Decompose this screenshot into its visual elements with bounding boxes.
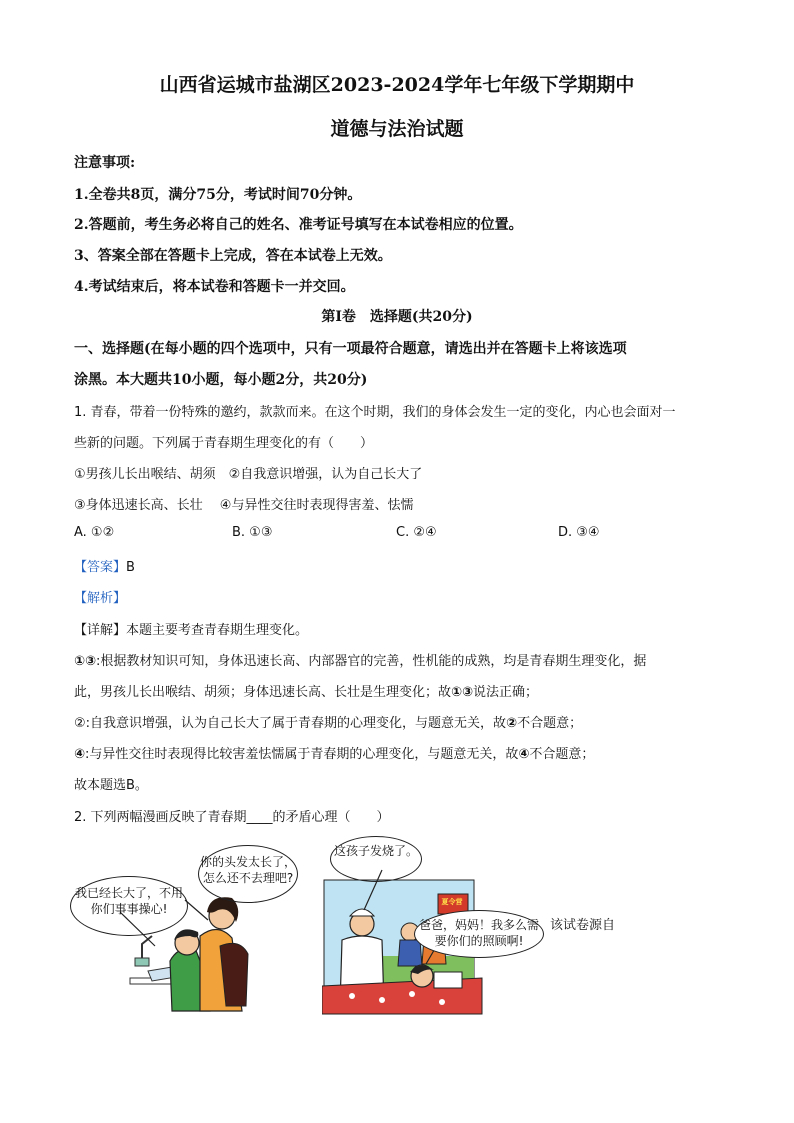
bubble-girl: 爸爸，妈妈！我多么需要你们的照顾啊! [414, 910, 544, 958]
explanation-2-text-a: ②:自我意识增强，认为自己长大了属于青春期的心理变化，与题意无关，故 [74, 716, 507, 731]
bubble-mother: 你的头发太长了，怎么还不去理吧? [198, 845, 298, 903]
q1-conclusion: 故本题选B。 [74, 778, 148, 793]
explanation-3-text-a: :与异性交往时表现得比较害羞怯懦属于青春期的心理变化，与题意无关，故 [85, 747, 519, 762]
note-item-3: 3、答案全部在答题卡上完成，答在本试卷上无效。 [74, 248, 392, 264]
explanation-3-mark-2: ④ [518, 747, 530, 762]
explanation-3-mark: ④ [74, 747, 86, 762]
q1-option-a: A. ①② [74, 525, 115, 540]
notes-heading: 注意事项: [74, 155, 136, 171]
explanation-3 [74, 743, 594, 762]
q1-answer-row [74, 556, 135, 575]
section-title: 第Ⅰ卷 选择题(共20分) [321, 309, 473, 325]
explanation-1-line2 [74, 681, 538, 700]
explanation-1-text-2b: 说法正确； [473, 685, 539, 700]
summer-camp-sign: 夏令营 [441, 898, 463, 906]
answer-label: 【答案】 [74, 560, 127, 575]
bubble-nurse: 这孩子发烧了。 [330, 836, 422, 882]
exam-title-line1: 山西省运城市盐湖区2023-2024学年七年级下学期期中 [159, 74, 635, 96]
note-item-4: 4.考试结束后，将本试卷和答题卡一并交回。 [74, 279, 355, 295]
section-instruction-line1: 一、选择题(在每小题的四个选项中，只有一项最符合题意，请选出并在答题卡上将该选项 [74, 341, 627, 357]
q1-option-b: B. ①③ [232, 525, 273, 540]
explanation-1-text: :根据教材知识可知，身体迅速长高、内部器官的完善，性机能的成熟，均是青春期生理变化，据 [96, 654, 647, 669]
explanation-2-mark: ② [506, 716, 518, 731]
bubble-boy: 我已经长大了，不用你们事事操心! [70, 876, 188, 936]
q2-stem: 2. 下列两幅漫画反映了青春期____的矛盾心理（ ） [74, 810, 390, 825]
explanation-2 [74, 712, 582, 731]
analysis-label: 【解析】 [74, 591, 127, 606]
explanation-1-text-2a: 此，男孩儿长出喉结、胡须；身体迅速长高、长壮是生理变化；故 [74, 685, 452, 700]
q1-stem-line2: 些新的问题。下列属于青春期生理变化的有（ ） [74, 436, 374, 451]
section-instruction-line2: 涂黑。本大题共10小题，每小题2分，共20分) [74, 372, 368, 388]
q1-stem-line1: 1. 青春，带着一份特殊的邀约，款款而来。在这个时期，我们的身体会发生一定的变化，内心也会面对一 [74, 405, 676, 420]
explanation-1-mark: ①③ [74, 654, 97, 669]
q1-statements-line1: ①男孩儿长出喉结、胡须 ②自我意识增强，认为自己长大了 [74, 467, 423, 482]
q1-statements-line2: ③身体迅速长高、长壮 ④与异性交往时表现得害羞、怯懦 [74, 498, 414, 513]
explanation-3-text-b: 不合题意； [529, 747, 595, 762]
detail-label: 【详解】 [74, 623, 127, 638]
explanation-2-text-b: 不合题意； [517, 716, 583, 731]
watermark-text: 该试卷源自 [550, 918, 616, 933]
detail-text: 本题主要考查青春期生理变化。 [126, 623, 309, 638]
detail-row [74, 619, 308, 638]
answer-value: B [126, 560, 135, 575]
note-item-2: 2.答题前，考生务必将自己的姓名、准考证号填写在本试卷相应的位置。 [74, 217, 523, 233]
q1-option-c: C. ②④ [396, 525, 437, 540]
explanation-1-line1 [74, 650, 646, 669]
explanation-1-mark-2: ①③ [451, 685, 474, 700]
exam-title-line2: 道德与法治试题 [330, 118, 464, 140]
note-item-1: 1.全卷共8页，满分75分，考试时间70分钟。 [74, 187, 362, 203]
q1-option-d: D. ③④ [558, 525, 600, 540]
